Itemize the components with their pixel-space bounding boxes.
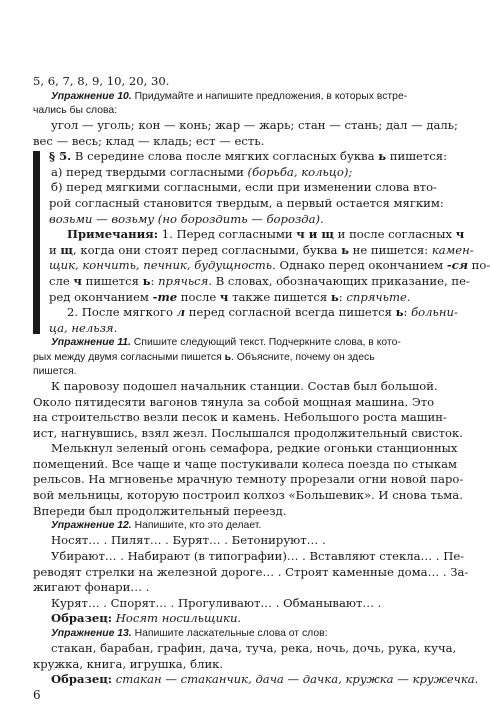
- words-line-2: вес — весь; клад — кладь; ест — есть.: [33, 133, 265, 148]
- exercise-13-row-2: кружка, книга, игрушка, блик.: [33, 656, 224, 671]
- exercise-11-line-2: рых между двумя согласными пишется ь. Объясните, почему он здесь: [33, 351, 375, 363]
- sample-2: Образец: стакан — стаканчик, дача — дачка, кружка — кружечка.: [51, 672, 479, 687]
- exercise-12-row-1: Носят… . Пилят… . Бурят… . Бетонируют… .: [51, 533, 326, 548]
- note-1-line-4: сле ч пишется ь: прячься. В словах, обозначающих приказание, пе-: [49, 273, 470, 288]
- note-1-line-3: щик, кончить, печник, будущность. Однако перед окончанием -ся по-: [49, 258, 490, 273]
- text-line-8: вой мельницы, которую построил колхоз «Большевик». И снова тьма.: [33, 488, 463, 503]
- exercise-12-row-4: жигают фонари… .: [33, 580, 150, 595]
- page-number: 6: [33, 688, 41, 702]
- exercise-10-line-1: Упражнение 10. Придумайте и напишите предложения, в которых встре-: [51, 90, 408, 102]
- rule-point-a: а) перед твердыми согласными (борьба, кольцо);: [51, 164, 353, 179]
- rule-point-b-example: возьми — возьму (но бороздить — борозда).: [49, 211, 324, 226]
- rule-margin-bar: [33, 151, 40, 334]
- note-1-line-1: Примечания: 1. Перед согласными ч и щ и после согласных ч: [67, 227, 465, 242]
- text-line-7: рельсов. На мгновенье мрачную темноту прорезали огни новой паро-: [33, 472, 464, 487]
- exercise-10-label: Упражнение 10.: [51, 90, 132, 102]
- text-line-5: Мелькнул зеленый огонь семафора, редкие огоньки станционных: [51, 441, 458, 456]
- text-line-4: ист, нагнувшись, взял жезл. Послышался продолжительный свисток.: [33, 425, 463, 440]
- note-1-line-5: ред окончанием -те после ч также пишется ь: спрячьте.: [49, 289, 411, 304]
- exercise-12-row-5: Курят… . Спорят… . Прогуливают… . Обманывают… .: [51, 595, 382, 610]
- text-line-6: помещений. Все чаще и чаще постукивали колеса поезда по стыкам: [33, 456, 458, 471]
- note-2-line-1: 2. После мягкого л перед согласной всегда пишется ь: больни-: [67, 305, 458, 320]
- text-line-3: на строительство везли песок и камень. Небольшого роста машин-: [33, 410, 447, 425]
- exercise-13-row-1: стакан, барабан, графин, дача, туча, река, ночь, дочь, рука, куча,: [51, 641, 457, 656]
- words-line-1: угол — уголь; кон — конь; жар — жарь; стан — стань; дал — даль;: [51, 118, 458, 132]
- exercise-10-line-2: чались бы слова:: [33, 104, 118, 116]
- rule-point-b-1: б) перед мягкими согласными, если при изменении слова вто-: [51, 180, 437, 195]
- exercise-12-row-3: реводят стрелки на железной дороге… . Строят каменные дома… . За-: [33, 564, 469, 579]
- exercise-11-line-3: пишется.: [33, 365, 77, 377]
- note-2-line-2: ца, нельзя.: [49, 320, 118, 335]
- exercise-12-row-2: Убирают… . Набирают (в типографии)… . Вставляют стекла… . Пе-: [51, 549, 465, 564]
- numbers-line: 5, 6, 7, 8, 9, 10, 20, 30.: [33, 74, 170, 88]
- text-line-9: Впереди был продолжительный переезд.: [33, 503, 287, 518]
- rule-point-b-2: рой согласный становится твердым, а первый остается мягким:: [49, 195, 444, 210]
- rule-heading: § 5. В середине слова после мягких согласных буква ь пишется:: [49, 149, 448, 164]
- rule-section-5: [33, 149, 490, 336]
- exercise-11-line-1: Упражнение 11. Спишите следующий текст. Подчеркните слова, в кото-: [51, 337, 401, 349]
- note-1-line-2: и щ, когда они стоят перед согласными, буква ь не пишется: камен-: [49, 242, 474, 257]
- exercise-13-line: Упражнение 13. Напишите ласкательные слова от слов:: [51, 628, 328, 640]
- sample-1: Образец: Носят носильщики.: [51, 611, 242, 626]
- text-line-1: К паровозу подошел начальник станции. Состав был большой.: [51, 378, 438, 393]
- text-line-2: Около пятидесяти вагонов тянула за собой мощная машина. Это: [33, 394, 435, 409]
- exercise-12-line: Упражнение 12. Напишите, кто это делает.: [51, 520, 262, 532]
